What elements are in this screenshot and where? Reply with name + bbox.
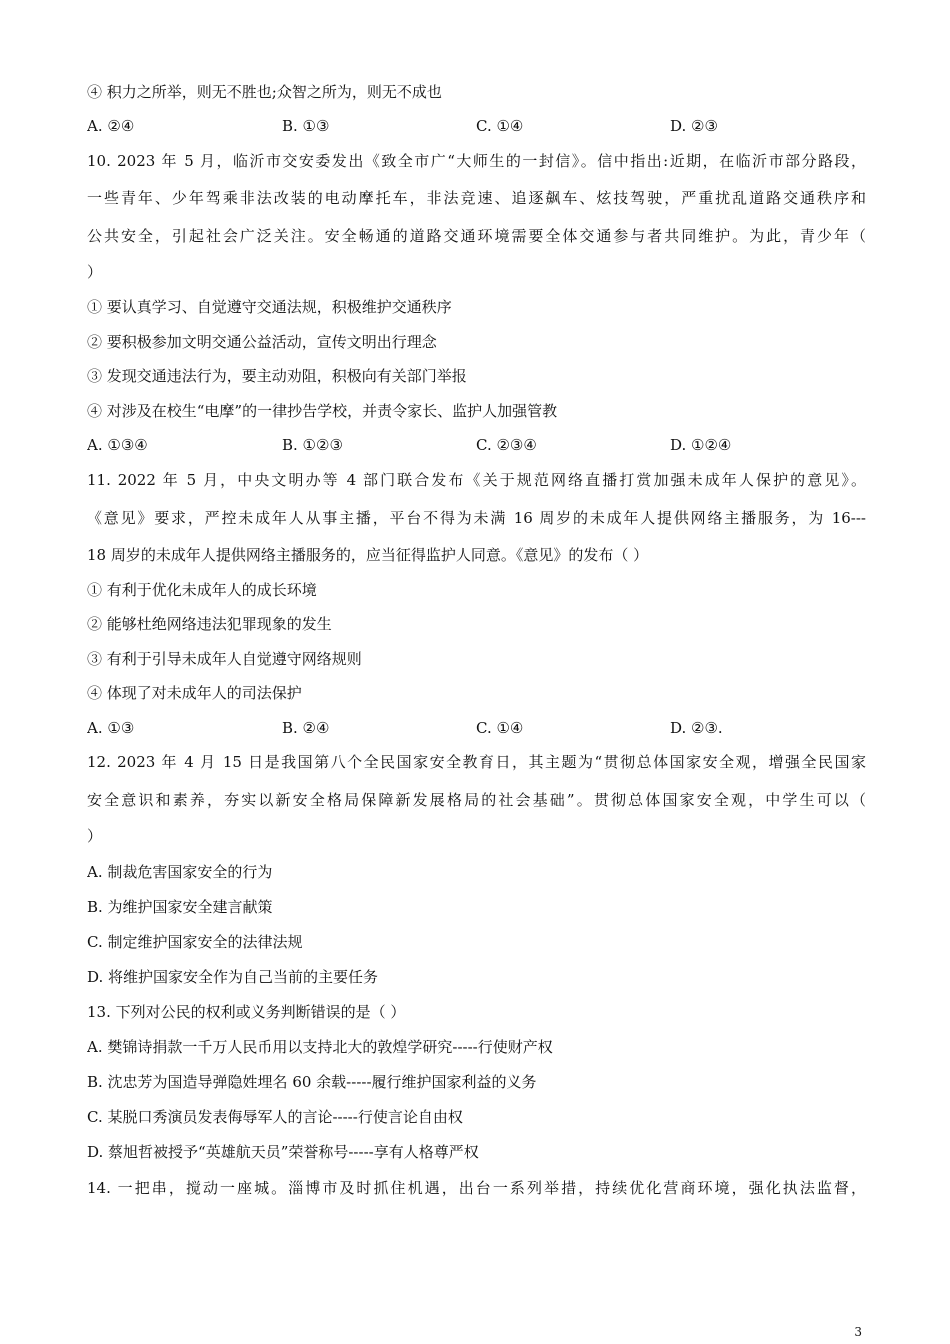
q13-choice-c: C. 某脱口秀演员发表侮辱军人的言论-----行使言论自由权 [87, 1108, 463, 1126]
q13-choice-d: D. 蔡旭哲被授予“英雄航天员”荣誉称号-----享有人格尊严权 [87, 1143, 479, 1161]
q13-choice-a: A. 樊锦诗捐款一千万人民币用以支持北大的敦煌学研究-----行使财产权 [87, 1038, 553, 1056]
q9-option-a: A. ②④ [87, 117, 135, 135]
q12-choice-b: B. 为维护国家安全建言献策 [87, 898, 273, 916]
q10-stem-line: 公共安全，引起社会广泛关注。安全畅通的道路交通环境需要全体交通参与者共同维护。为此，青少年（ [87, 227, 866, 245]
q12-choice-c: C. 制定维护国家安全的法律法规 [87, 933, 303, 951]
q11-option-b: B. ②④ [282, 719, 330, 737]
q10-stem-line: ） [87, 263, 103, 281]
q11-stem-line: 11. 2022 年 5 月，中央文明办等 4 部门联合发布《关于规范网络直播打赏加强未成年人保护的意见》。 [87, 471, 866, 489]
q10-stem-line: 10. 2023 年 5 月，临沂市交安委发出《致全市广“大师生的一封信》。信中指出:近期，在临沂市部分路段， [87, 152, 866, 170]
q10-item-1: ① 要认真学习、自觉遵守交通法规，积极维护交通秩序 [87, 298, 452, 316]
q10-item-2: ② 要积极参加文明交通公益活动，宣传文明出行理念 [87, 333, 437, 351]
q10-option-a: A. ①③④ [87, 436, 148, 454]
q12-choice-a: A. 制裁危害国家安全的行为 [87, 863, 273, 881]
q11-option-c: C. ①④ [476, 719, 524, 737]
q12-choice-d: D. 将维护国家安全作为自己当前的主要任务 [87, 968, 379, 986]
q13-stem: 13. 下列对公民的权利或义务判断错误的是（ ） [87, 1003, 406, 1021]
q11-item-4: ④ 体现了对未成年人的司法保护 [87, 684, 302, 702]
q10-stem-line: 一些青年、少年驾乘非法改装的电动摩托车，非法竞速、追逐飙车、炫技驾驶，严重扰乱道路交通秩序和 [87, 189, 866, 207]
q14-stem-line: 14. 一把串，搅动一座城。淄博市及时抓住机遇，出台一系列举措，持续优化营商环境，强化执法监督， [87, 1179, 866, 1197]
q11-item-1: ① 有利于优化未成年人的成长环境 [87, 581, 317, 599]
q11-option-d: D. ②③. [670, 719, 723, 737]
q13-choice-b: B. 沈忠芳为国造导弹隐姓埋名 60 余载-----履行维护国家利益的义务 [87, 1073, 537, 1091]
q12-stem-line: ） [87, 827, 103, 845]
q10-item-4: ④ 对涉及在校生“电摩”的一律抄告学校，并责令家长、监护人加强管教 [87, 402, 558, 420]
q11-item-2: ② 能够杜绝网络违法犯罪现象的发生 [87, 615, 332, 633]
q9-options [87, 116, 866, 136]
q12-stem-line: 12. 2023 年 4 月 15 日是我国第八个全民国家安全教育日，其主题为“贯彻总体国家安全观，增强全民国家 [87, 753, 866, 771]
q10-option-d: D. ①②④ [670, 436, 732, 454]
q11-stem-line: 18 周岁的未成年人提供网络主播服务的，应当征得监护人同意。《意见》的发布（ ） [87, 546, 649, 564]
q11-item-3: ③ 有利于引导未成年人自觉遵守网络规则 [87, 650, 362, 668]
q10-option-c: C. ②③④ [476, 436, 537, 454]
q9-option-c: C. ①④ [476, 117, 524, 135]
q11-options [87, 718, 866, 738]
q11-option-a: A. ①③ [87, 719, 135, 737]
page-number: 3 [854, 1325, 862, 1339]
q9-option-b: B. ①③ [282, 117, 330, 135]
q10-options [87, 435, 866, 455]
q11-stem-line: 《意见》要求，严控未成年人从事主播，平台不得为未满 16 周岁的未成年人提供网络主播服务，为 16--- [87, 509, 866, 527]
q10-option-b: B. ①②③ [282, 436, 343, 454]
q9-item-4: ④ 积力之所举，则无不胜也;众智之所为，则无不成也 [87, 83, 442, 101]
q9-option-d: D. ②③ [670, 117, 718, 135]
q12-stem-line: 安全意识和素养，夯实以新安全格局保障新发展格局的社会基础”。贯彻总体国家安全观，中学生可以（ [87, 791, 866, 809]
q10-item-3: ③ 发现交通违法行为，要主动劝阻，积极向有关部门举报 [87, 367, 467, 385]
